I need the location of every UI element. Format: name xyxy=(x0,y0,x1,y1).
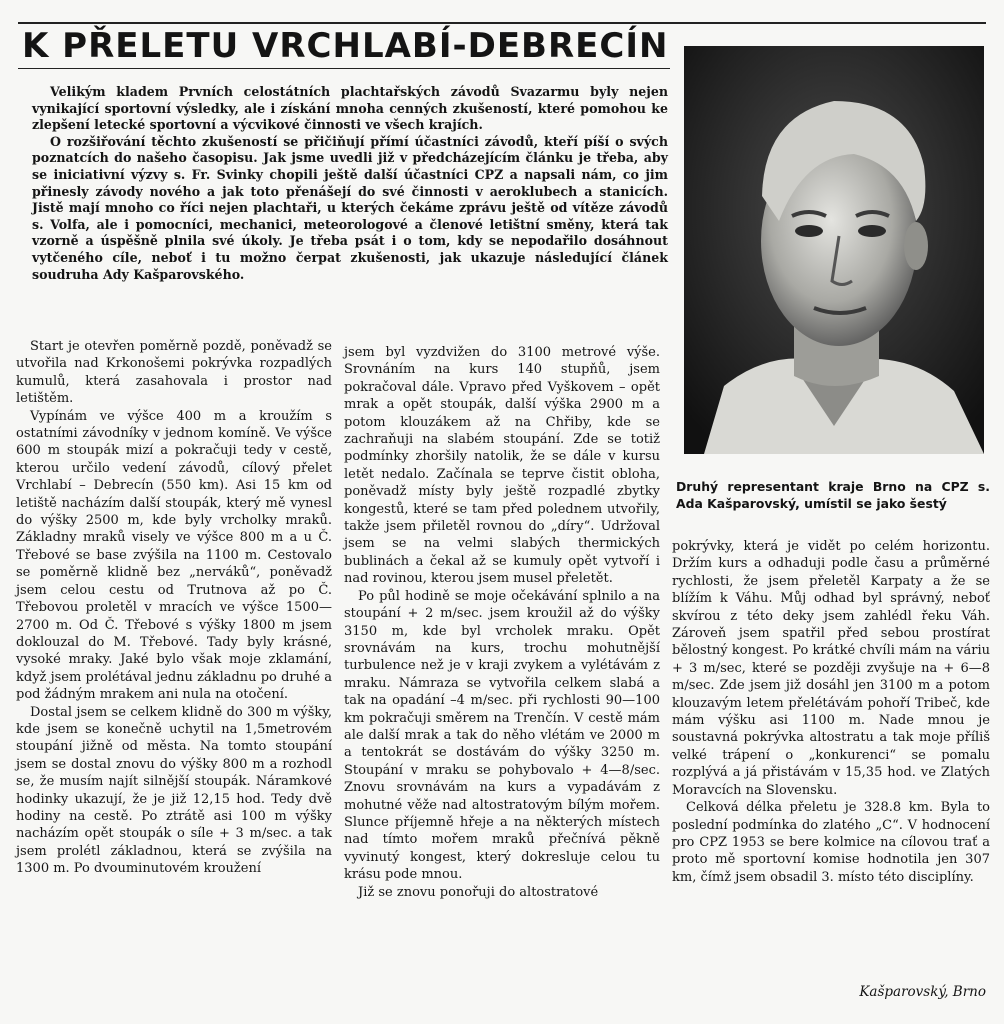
portrait-photo xyxy=(684,46,984,454)
portrait-image xyxy=(684,46,984,454)
author-signature: Kašparovský, Brno xyxy=(859,984,986,1000)
intro-paragraph: O rozšiřování těchto zkušeností se přičiňují přímí účastníci závodů, kteří píší o svých poznatcích do našeho časopisu. Jak jsme uvedli již v předcházejícím článku je třeba, aby se iniciativní výzvy s. Fr. Svinky chopili ještě další účastníci CPZ a napsali nám, co jim přinesly závody nového a jak toto přenášejí do své činnosti v aeroklubech a stanicích. Jistě mají mnoho co říci nejen plachtaři, u kterých čekáme zprávu ještě od vítěze závodů s. Volfa, ale i pomocníci, mechanici, meteorologové a členové letištní směny, která tak vzorně a úspěšně plnila své úkoly. Je třeba psát i o tom, kdy se nepodařilo dosáhnout vytčeného cíle, neboť i tu možno čerpat zkušenosti, jak ukazuje následující článek soudruha Ady Kašparovského. xyxy=(32,133,668,282)
article-intro xyxy=(32,84,668,283)
body-paragraph: Start je otevřen poměrně pozdě, poněvadž se utvořila nad Krkonošemi pokrývka rozpadlých kumulů, která zasahovala i prostor nad letištěm. xyxy=(16,339,332,407)
body-paragraph: Celková délka přeletu je 328.8 km. Byla to poslední podmínka do zlatého „C“. V hodnocení pro CPZ 1953 se bere kolmice na cílovou trať a proto mě sportovní komise hodnotila jen 307 km, čímž jsem obsadil 3. místo této disciplíny. xyxy=(672,800,990,885)
body-paragraph: Vypínám ve výšce 400 m a kroužím s ostatními závodníky v jednom komíně. Ve výšce 600 m stoupák mizí a pokračuji tedy v cestě, kterou určilo vedení závodů, cílový přelet Vrchlabí – Debrecín (550 km). Asi 15 km od letiště nacházím další stoupák, který mě vynesl do výšky 2500 m, kde byly vrcholky mraků. Základny mraků visely ve výšce 800 m a u Č. Třebové se base zvýšila na 1100 m. Cestovalo se poměrně klidně bez „nerváků“, poněvadž jsem celou cestu od Trutnova až po Č. Třebovou proletěl v mracích ve výšce 1500—2700 m. Od Č. Třebové s výšky 1800 m jsem doklouzal do M. Třebové. Tady byly krásné, vysoké mraky. Jaké bylo však moje zklamání, když jsem prolétával jednu základnu po druhé a pod žádným mrakem ani nula na otočení. xyxy=(16,408,332,703)
body-paragraph: jsem byl vyzdvižen do 3100 metrové výše. Srovnáním na kurs 140 stupňů, jsem pokračoval dále. Vpravo před Vyškovem – opět mrak a opět stoupák, další výška 2900 m a potom klouzákem až na Chřiby, kde se zachraňuji na slabém stoupání. Zde se totiž podmínky zhoršily natolik, že se dále v kursu letět nedalo. Začínala se teprve čistit obloha, poněvadž místy byly ještě rozpadlé zbytky kongestů, které se tam před polednem utvořily, takže jsem přiletěl rovnou do „díry“. Udržoval jsem se na velmi slabých thermických bublinách a čekal až se kumuly opět vytvoří i nad rovinou, kterou jsem musel přeletět. xyxy=(344,345,660,587)
text-column-3 xyxy=(672,538,990,886)
photo-caption: Druhý representant kraje Brno na CPZ s. Ada Kašparovský, umístil se jako šestý xyxy=(676,479,990,511)
text-column-1 xyxy=(16,338,332,878)
top-rule xyxy=(18,22,986,24)
title-underline xyxy=(18,68,670,69)
text-column-2 xyxy=(344,344,660,901)
intro-paragraph: Velikým kladem Prvních celostátních plachtařských závodů Svazarmu byly nejen vynikající sportovní výsledky, ale i získání mnoha cenných zkušeností, které pomohou ke zlepšení letecké sportovní a výcvikové činnosti ve všech krajích. xyxy=(32,84,668,133)
body-paragraph: Po půl hodině se moje očekávání splnilo a na stoupání + 2 m/sec. jsem kroužil až do výšky 3150 m, kde byl vrcholek mraku. Opět srovnávám na kurs, trochu mohutnější turbulence než je v kraji zvykem a vylétávám z mraku. Námraza se vytvořila celkem slabá a tak na opadání –4 m/sec. při rychlosti 90—100 km pokračuji směrem na Trenčín. V cestě mám ale další mrak a tak do něho vlétám ve 2000 m a tentokrát se dostávám do výšky 3250 m. Stoupání v mraku se pohybovalo + 4—8/sec. Znovu srovnávám na kurs a vypadávám z mohutné věže nad altostratovým bílým mořem. Slunce příjemně hřeje a na některých místech nad tímto mořem mraků přečnívá pěkně vyvinutý kongest, který dokresluje celou tu krásu pode mnou. xyxy=(344,588,660,883)
body-paragraph: Dostal jsem se celkem klidně do 300 m výšky, kde jsem se konečně uchytil na 1,5metrovém stoupání jižně od města. Na tomto stoupání jsem se dostal znovu do výšky 800 m a rozhodl se, že musím najít silnější stoupák. Náramkové hodinky ukazují, že je již 12,15 hod. Tedy dvě hodiny na cestě. Po ztrátě asi 100 m výšky nacházím opět stoupák o síle + 3 m/sec. a tak jsem prolétl základnou, která se zvýšila na 1300 m. Po dvouminutovém kroužení xyxy=(16,704,332,877)
article-title: K PŘELETU VRCHLABÍ-DEBRECÍN xyxy=(22,26,669,66)
body-paragraph: Již se znovu ponořuji do altostratové xyxy=(358,884,599,900)
body-paragraph: pokrývky, která je vidět po celém horizontu. Držím kurs a odhaduji podle času a průměrné rychlosti, že jsem přeletěl Karpaty a že se blížím k Váhu. Můj odhad byl správný, neboť skvírou z této deky jsem zahlédl řeku Váh. Zároveň jsem spatřil před sebou prostírat bělostný kongest. Po krátké chvíli mám na váriu + 3 m/sec, které se později zvyšuje na + 6—8 m/sec. Zde jsem již dosáhl jen 3100 m a potom klouzavým letem přelétávám pohoří Tribeč, kde mám výšku asi 1100 m. Nade mnou je soustavná pokrývka altostratu a tak moje příliš velké trápení o „konkurenci“ se pomalu rozplývá a já přistávám v 15,35 hod. ve Zlatých Moravcích na Slovensku. xyxy=(672,539,990,798)
